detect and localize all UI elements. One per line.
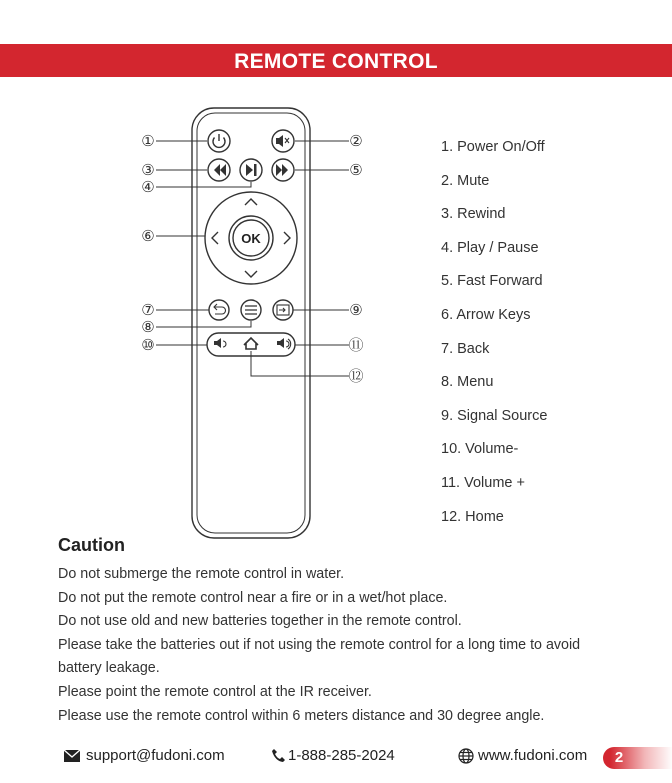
- arrow-up-icon: [245, 199, 257, 205]
- email-text: support@fudoni.com: [86, 747, 225, 764]
- website-text: www.fudoni.com: [478, 747, 588, 764]
- legend-item: 4. Play / Pause: [441, 239, 539, 256]
- page-number: 2: [614, 749, 624, 766]
- footer-email: [64, 747, 225, 764]
- ok-label: OK: [241, 231, 261, 246]
- legend-item: 2. Mute: [441, 172, 490, 189]
- callout-3: ③: [141, 161, 155, 179]
- caution-item: Do not put the remote control near a fire or in a wet/hot place.: [58, 589, 448, 606]
- volume-up-icon: [277, 338, 284, 348]
- caution-heading: Caution: [58, 535, 125, 555]
- callout-5: ⑤: [349, 161, 363, 179]
- legend-item: 11. Volume +: [441, 474, 525, 491]
- mail-icon: [64, 750, 80, 762]
- footer-phone: [271, 747, 395, 764]
- legend-item: 5. Fast Forward: [441, 273, 543, 290]
- page-footer: [0, 745, 672, 771]
- callout-10: ⑩: [141, 336, 155, 354]
- legend-item: 6. Arrow Keys: [441, 306, 531, 323]
- legend-item: 10. Volume-: [441, 441, 519, 458]
- legend-item: 3. Rewind: [441, 206, 506, 223]
- callout-4: ④: [141, 178, 155, 196]
- legend-item: 12. Home: [441, 508, 504, 525]
- button-legend: [441, 136, 547, 539]
- caution-item: Please point the remote control at the IR receiver.: [58, 683, 372, 700]
- callout-1: ①: [141, 132, 155, 150]
- caution-item: Please take the batteries out if not using the remote control for a long time to avoid battery leakage.: [58, 636, 581, 677]
- arrow-down-icon: [245, 271, 257, 277]
- caution-item: Do not use old and new batteries together in the remote control.: [58, 613, 462, 630]
- callout-9: ⑨: [349, 301, 363, 319]
- page-title: REMOTE CONTROL: [234, 50, 438, 73]
- caution-list: [58, 563, 618, 728]
- arrow-right-icon: [284, 232, 290, 244]
- volume-down-icon: [214, 338, 221, 348]
- callout-7: ⑦: [141, 301, 155, 319]
- page-number-badge: [603, 747, 672, 769]
- legend-item: 1. Power On/Off: [441, 139, 545, 155]
- footer-website: [458, 747, 587, 764]
- callout-2: ②: [349, 132, 363, 150]
- phone-text: 1-888-285-2024: [288, 747, 395, 764]
- legend-item: 9. Signal Source: [441, 407, 548, 424]
- globe-icon: [458, 748, 474, 764]
- phone-icon: [271, 748, 285, 763]
- callout-6: ⑥: [141, 227, 155, 245]
- callout-12: ⑫: [348, 367, 364, 385]
- legend-item: 8. Menu: [441, 374, 494, 391]
- legend-item: 7. Back: [441, 340, 490, 357]
- caution-item: Do not submerge the remote control in water.: [58, 566, 345, 582]
- callout-11: ⑪: [348, 336, 364, 354]
- arrow-left-icon: [212, 232, 218, 244]
- home-icon: [244, 338, 258, 349]
- callout-8: ⑧: [141, 318, 155, 336]
- caution-item: Please use the remote control within 6 meters distance and 30 degree angle.: [58, 707, 545, 724]
